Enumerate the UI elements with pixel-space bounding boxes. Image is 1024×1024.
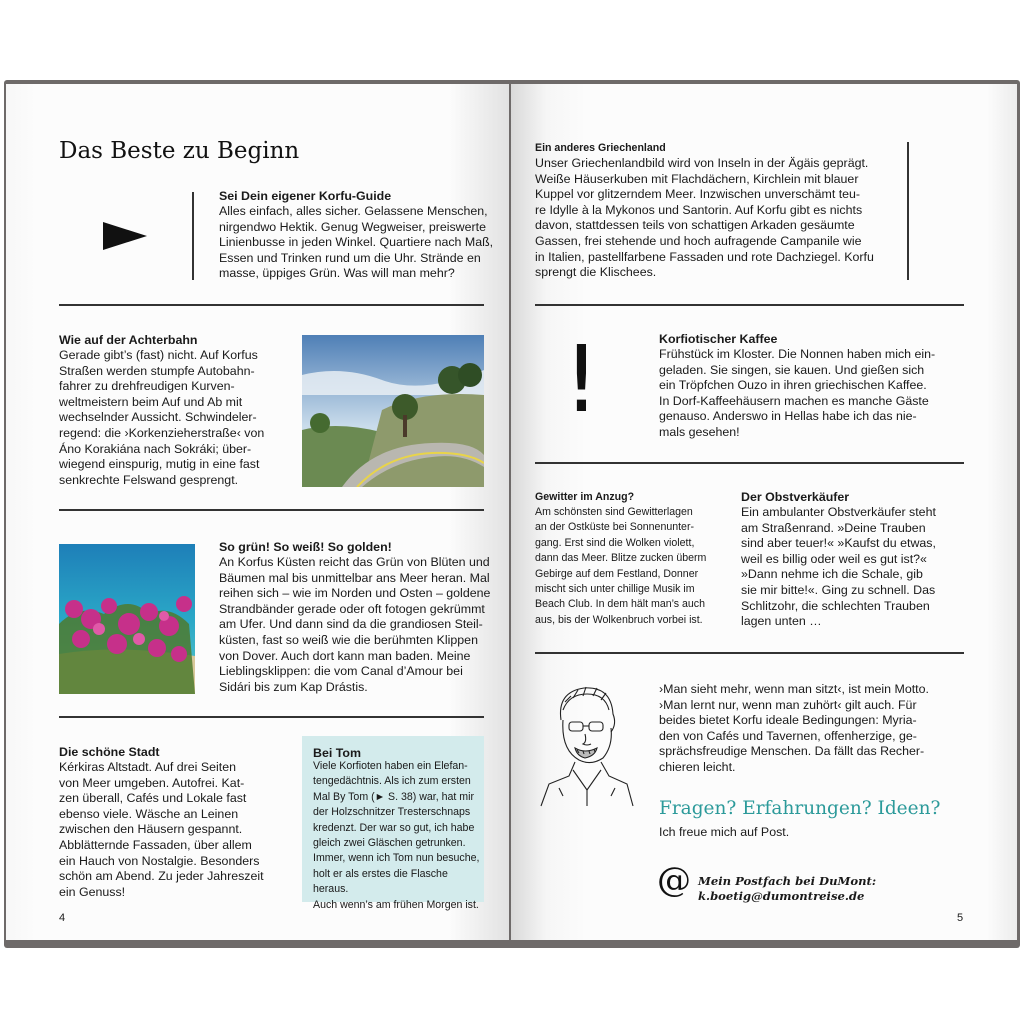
- mailbox-label: Mein Postfach bei DuMont:: [698, 874, 877, 888]
- mountain-road-photo: [302, 335, 484, 487]
- gewitter-text: Am schönsten sind Gewitterlagen an der Ostküste bei Sonnenunter- gang. Erst sind die Wolken violett, dann das Meer. Blitze zucken überm Gebirge auf dem Festland, Donner mischt sich unter chillige Musik im Beach Club. In dem hält man’s auch aus, bis der Wolkenbruch vorbei ist.: [535, 506, 707, 626]
- section-rule: [535, 304, 964, 306]
- kaffee-heading: Korfiotischer Kaffee: [659, 332, 778, 346]
- exclamation-icon: !: [563, 326, 600, 433]
- left-page: [6, 84, 509, 940]
- page-title: Das Beste zu Beginn: [59, 138, 300, 164]
- stadt-text: Kérkiras Altstadt. Auf drei Seiten von Meer umgeben. Autofrei. Kat- zen überall, Cafés und Lokale fast ebenso viele. Wäsche an Leinen zwischen den Häusern gespannt. Abblätternde Fassaden, über allem ein Hauch von Nostalgie. Besonders schön am Abend. Zu jeder Jahreszeit ein Genuss!: [59, 760, 264, 899]
- tom-heading: Bei Tom: [313, 746, 361, 760]
- section-rule: [535, 462, 964, 464]
- coast-flowers-photo: [59, 544, 195, 694]
- gruen-heading: So grün! So weiß! So golden!: [219, 540, 392, 554]
- section-rule: [59, 304, 484, 306]
- gruen-text: An Korfus Küsten reicht das Grün von Blüten und Bäumen mal bis unmittelbar ans Meer heran. Mal reihen sich – wie im Norden und Osten – goldene Strandbänder gerade oder oft fotogen gekrümmt am Ufer. Und dann sind da die grandiosen Steil- küsten, fast so weiß wie die berühmten Klippen von Dover. Auch dort kann man baden. Meine Lieblingsklippen: die vom Canal d’Amour bei Sidári bis zum Kap Drástis.: [219, 555, 491, 694]
- guide-text: Alles einfach, alles sicher. Gelassene Menschen, nirgendwo Hektik. Genug Wegweiser, preiswerte Linienbusse in jeden Winkel. Quartiere nach Maß, Essen und Trinken rund um die Uhr. Strände en masse, üppiges Grün. Was will man mehr?: [219, 204, 494, 281]
- kaffee-text: Frühstück im Kloster. Die Nonnen haben mich ein- geladen. Sie singen, sie kauen. Und gießen sich ein Tröpfchen Ouzo in ihren griechischen Kaffee. In Dorf-Kaffeehäusern machen es manche Gäste genauso. Anderswo in Hellas habe ich das nie- mals gesehen!: [659, 347, 936, 439]
- section-rule: [59, 509, 484, 511]
- section-rule: [59, 716, 484, 718]
- page-number: 4: [59, 912, 66, 924]
- obst-text: Ein ambulanter Obstverkäufer steht am Straßenrand. »Deine Trauben sind aber teuer!« »Kaufst du etwas, weil es billig oder weil es gut ist?« »Dann nehme ich die Schale, gib sie mir bitte!«. Ging zu schnell. Das Schlitzohr, die schlechten Trauben lagen unten …: [741, 505, 936, 629]
- author-portrait: [539, 680, 634, 808]
- page-number: 5: [957, 912, 964, 924]
- guide-divider: [192, 192, 194, 280]
- tom-text: Viele Korfioten haben ein Elefan- tengedächtnis. Als ich zum ersten Mal By Tom (► S. 38) war, hat mir der Holzschnitzer Tresterschnaps kredenzt. Der war so gut, ich habe gleich zwei Gläschen getrunken. Immer, wenn ich Tom nun besuche, holt er als erstes die Flasche heraus. Auch wenn’s am frühen Morgen ist.: [313, 760, 480, 911]
- griechenland-heading: Ein anderes Griechenland: [535, 142, 666, 154]
- section-rule: [535, 652, 964, 654]
- griechenland-text: Unser Griechenlandbild wird von Inseln in der Ägäis geprägt. Weiße Häuserkuben mit Flachdächern, Kirchlein mit blauer Kuppel vor glitzerndem Meer. Inzwischen unverschämt teu- re Idylle à la Mykonos und Santorin. Auf Korfu gibt es nichts davon, stattdessen teils von schattigen Arkaden gesäumte Gassen, frei stehende und hoch aufragende Campanile wie in Italien, pastellfarbene Fassaden und rote Dachziegel. Korfu sprengt die Klischees.: [535, 156, 874, 280]
- achterbahn-heading: Wie auf der Achterbahn: [59, 333, 198, 347]
- at-sign-icon: @: [657, 860, 691, 900]
- questions-heading: Fragen? Erfahrungen? Ideen?: [659, 798, 941, 819]
- stadt-heading: Die schöne Stadt: [59, 745, 160, 759]
- author-motto: ›Man sieht mehr, wenn man sitzt‹, ist mein Motto. ›Man lernt nur, wenn man zuhört‹ gilt auch. Für beides bietet Korfu ideale Bedingungen: Myria- den von Cafés und Tavernen, offenherzige, ge- sprächsfreudige Menschen. Da fällt das Recher- chieren leicht.: [659, 682, 929, 774]
- email-link[interactable]: k.boetig@dumontreise.de: [698, 889, 865, 903]
- arrow-right-icon: [101, 220, 151, 252]
- gewitter-heading: Gewitter im Anzug?: [535, 491, 635, 503]
- griechenland-divider: [907, 142, 909, 280]
- post-text: Ich freue mich auf Post.: [659, 825, 790, 839]
- achterbahn-text: Gerade gibt’s (fast) nicht. Auf Korfus Straßen werden stumpfe Autobahn- fahrer zu drehfreudigen Kurven- weltmeistern beim Auf und Ab mit wechselnder Aussicht. Schwindeler- regend: die ›Korkenzieherstraße‹ von Áno Korakiána nach Sokráki; über- wiegend einspurig, mutig in eine fast senkrechte Felswand gesprengt.: [59, 348, 265, 487]
- obst-heading: Der Obstverkäufer: [741, 490, 850, 504]
- guide-heading: Sei Dein eigener Korfu-Guide: [219, 189, 392, 203]
- right-page: [511, 84, 1017, 940]
